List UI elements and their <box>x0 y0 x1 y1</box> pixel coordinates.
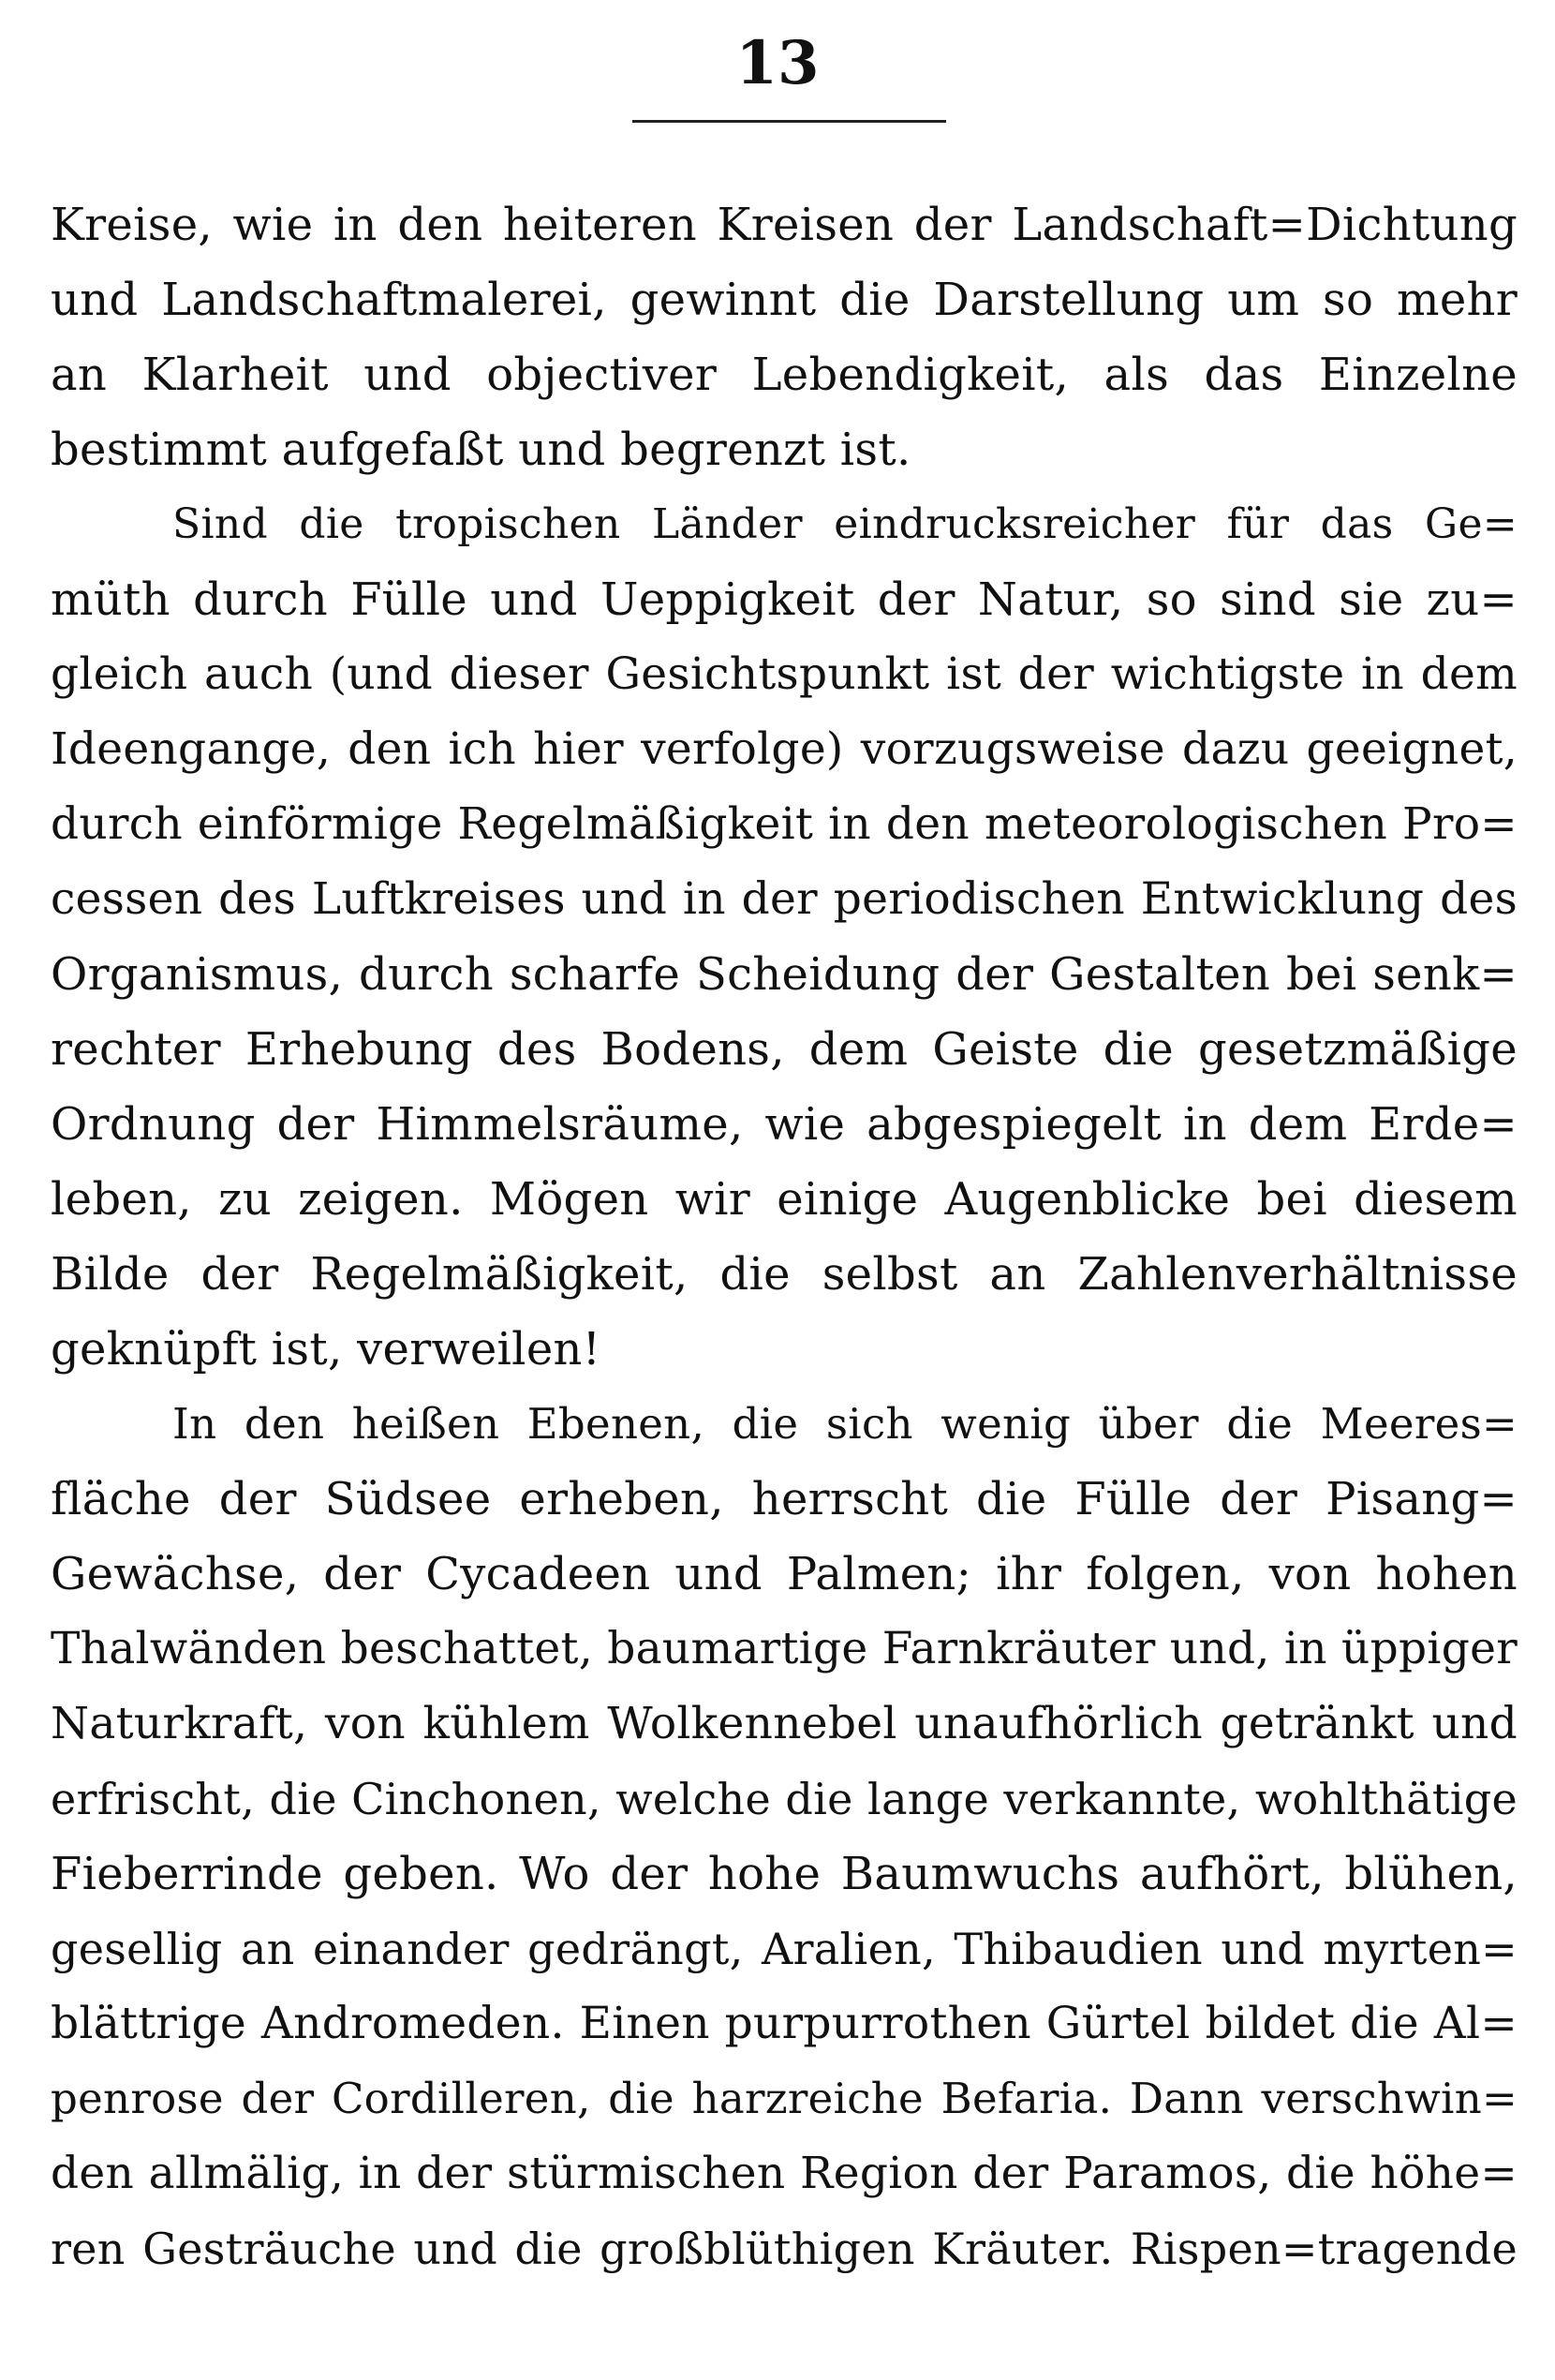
body-text <box>51 187 1518 2286</box>
header-rule <box>632 120 946 123</box>
text-line: Ordnung der Himmelsräume, wie abgespiegelt in dem Erde= <box>51 1098 1518 1151</box>
text-line: In den heißen Ebenen, die sich wenig über die Meeres= <box>172 1399 1518 1449</box>
text-line: durch einförmige Regelmäßigkeit in den meteorologischen Pro= <box>51 798 1518 850</box>
text-line: und Landschaftmalerei, gewinnt die Darstellung um so mehr <box>51 274 1518 326</box>
text-line: Ideengange, den ich hier verfolge) vorzugsweise dazu geeignet, <box>51 723 1518 775</box>
text-line: Sind die tropischen Länder eindrucksreicher für das Ge= <box>172 500 1518 548</box>
text-line: geknüpft ist, verweilen! <box>51 1323 601 1376</box>
text-line: Naturkraft, von kühlem Wolkennebel unaufhörlich getränkt und <box>51 1698 1518 1749</box>
text-line: an Klarheit und objectiver Lebendigkeit, als das Einzelne <box>51 349 1518 401</box>
text-line: fläche der Südsee erheben, herrscht die Fülle der Pisang= <box>51 1473 1518 1525</box>
text-line: den allmälig, in der stürmischen Region der Paramos, die höhe= <box>51 2148 1518 2199</box>
text-line: gesellig an einander gedrängt, Aralien, Thibaudien und myrten= <box>51 1924 1518 1974</box>
text-line: cessen des Luftkreises und in der periodischen Entwicklung des <box>51 873 1518 925</box>
text-line: rechter Erhebung des Bodens, dem Geiste die gesetzmäßige <box>51 1023 1518 1076</box>
text-line: ren Gesträuche und die großblüthigen Kräuter. Rispen=tragende <box>51 2224 1518 2274</box>
text-line: müth durch Fülle und Ueppigkeit der Natur, so sind sie zu= <box>51 573 1518 626</box>
text-line: Bilde der Regelmäßigkeit, die selbst an Zahlenverhältnisse <box>51 1248 1518 1301</box>
text-line: blättrige Andromeden. Einen purpurrothen Gürtel bildet die Al= <box>51 1998 1518 2049</box>
page-number: 13 <box>735 28 820 98</box>
text-line: Kreise, wie in den heiteren Kreisen der Landschaft=Dichtung <box>51 199 1518 251</box>
text-line: bestimmt aufgefaßt und begrenzt ist. <box>51 424 911 476</box>
text-line: Thalwänden beschattet, baumartige Farnkräuter und, in üppiger <box>51 1623 1518 1674</box>
text-line: Organismus, durch scharfe Scheidung der Gestalten bei senk= <box>51 948 1518 1001</box>
text-line: erfrischt, die Cinchonen, welche die lange verkannte, wohlthätige <box>51 1774 1518 1824</box>
text-line: gleich auch (und dieser Gesichtspunkt ist der wichtigste in dem <box>51 648 1518 700</box>
text-line: Fieberrinde geben. Wo der hohe Baumwuchs aufhört, blühen, <box>51 1848 1518 1900</box>
text-line: leben, zu zeigen. Mögen wir einige Augenblicke bei diesem <box>51 1173 1518 1226</box>
text-line: penrose der Cordilleren, die harzreiche Befaria. Dann verschwin= <box>51 2074 1518 2123</box>
text-line: Gewächse, der Cycadeen und Palmen; ihr folgen, von hohen <box>51 1548 1518 1600</box>
